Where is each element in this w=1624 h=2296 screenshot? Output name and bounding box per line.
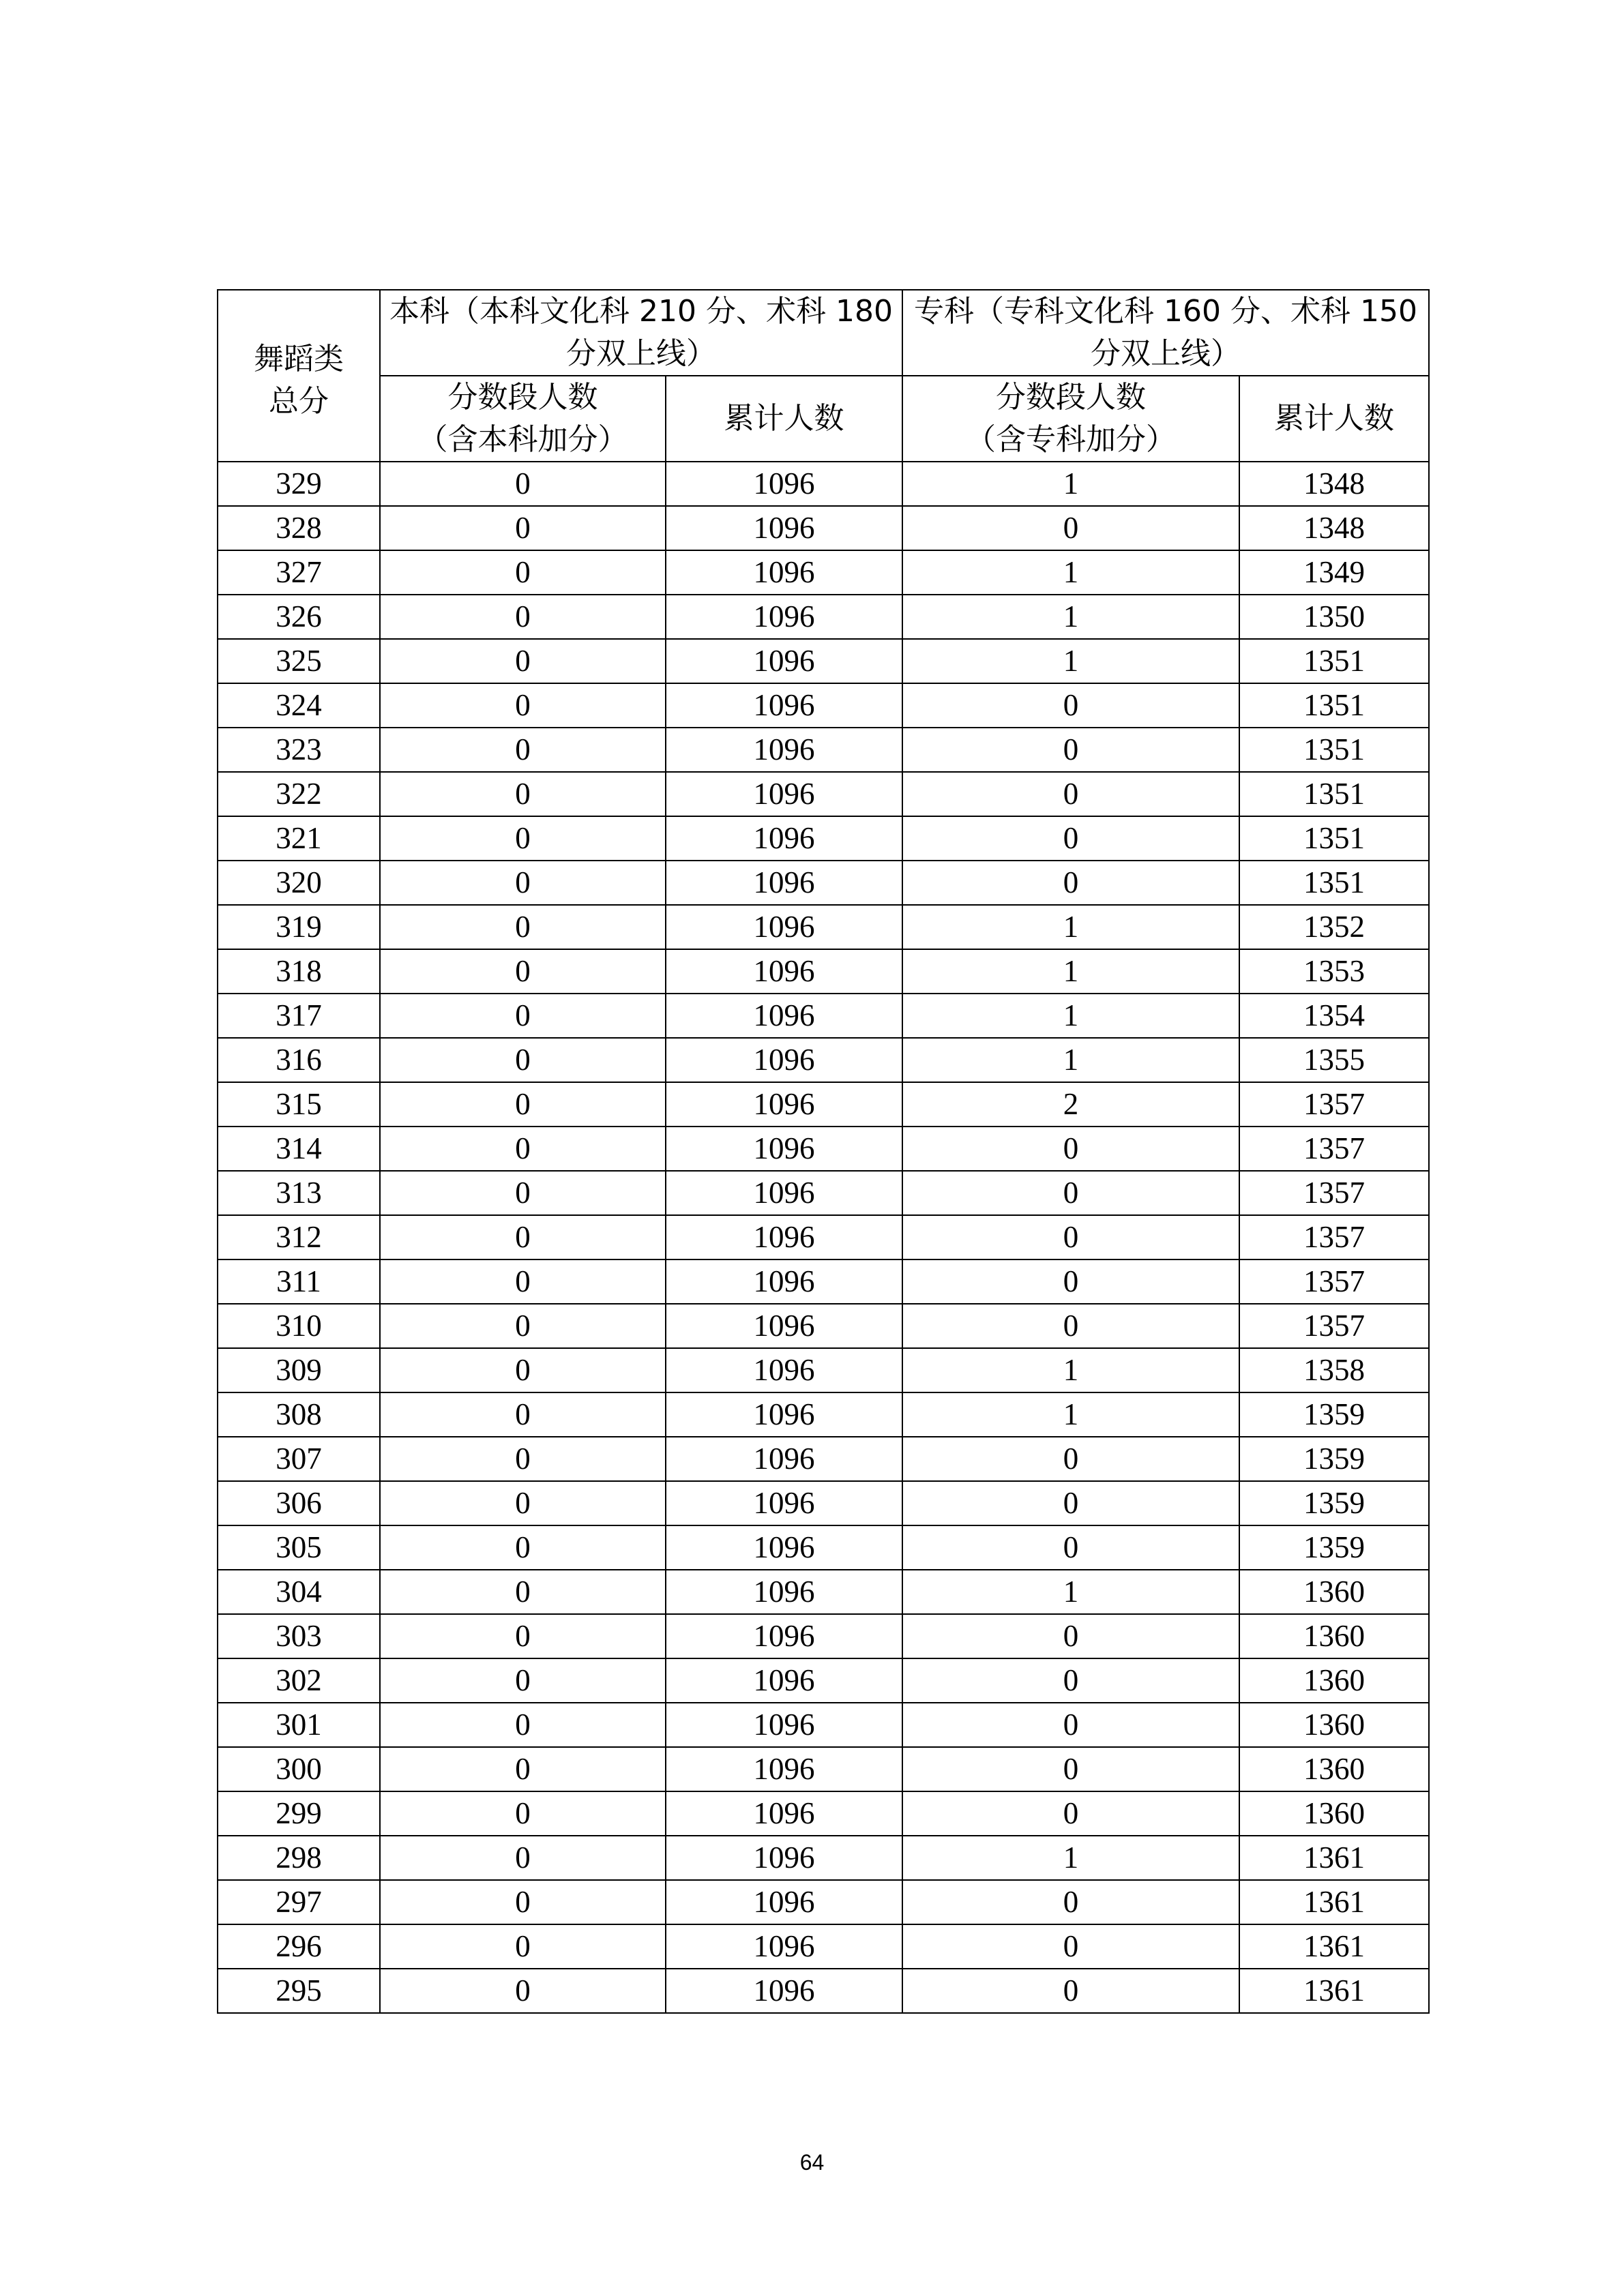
zhuanke-cumulative-cell: 1357 (1239, 1171, 1429, 1215)
score-cell: 301 (218, 1703, 380, 1747)
zhuanke-cumulative-cell: 1351 (1239, 683, 1429, 728)
score-cell: 309 (218, 1348, 380, 1392)
zhuanke-count-cell: 0 (902, 1969, 1239, 2013)
table-row (218, 1924, 1429, 1969)
benke-cumulative-cell: 1096 (666, 1570, 902, 1614)
zhuanke-cumulative-cell: 1352 (1239, 905, 1429, 949)
zhuanke-cumulative-cell: 1348 (1239, 462, 1429, 506)
score-cell: 302 (218, 1658, 380, 1703)
zhuanke-count-cell: 1 (902, 1348, 1239, 1392)
benke-cumulative-cell: 1096 (666, 1703, 902, 1747)
benke-count-cell: 0 (380, 1747, 666, 1791)
zhuanke-cumulative-cell: 1350 (1239, 595, 1429, 639)
score-cell: 320 (218, 861, 380, 905)
header-benke-count (380, 376, 666, 462)
zhuanke-cumulative-cell: 1357 (1239, 1082, 1429, 1127)
table-row (218, 816, 1429, 861)
zhuanke-cumulative-cell: 1361 (1239, 1836, 1429, 1880)
score-cell: 314 (218, 1127, 380, 1171)
zhuanke-cumulative-cell: 1357 (1239, 1127, 1429, 1171)
zhuanke-count-cell: 1 (902, 1836, 1239, 1880)
benke-count-cell: 0 (380, 1924, 666, 1969)
score-cell: 304 (218, 1570, 380, 1614)
header-zhuanke-cumulative: 累计人数 (1239, 376, 1429, 462)
benke-cumulative-cell: 1096 (666, 639, 902, 683)
zhuanke-count-cell: 0 (902, 816, 1239, 861)
table-row (218, 1658, 1429, 1703)
benke-cumulative-cell: 1096 (666, 1038, 902, 1082)
table-row (218, 1038, 1429, 1082)
table-row (218, 1614, 1429, 1658)
zhuanke-count-cell: 1 (902, 639, 1239, 683)
benke-count-cell: 0 (380, 1259, 666, 1304)
zhuanke-count-cell: 0 (902, 1880, 1239, 1924)
zhuanke-cumulative-cell: 1361 (1239, 1880, 1429, 1924)
score-cell: 321 (218, 816, 380, 861)
benke-cumulative-cell: 1096 (666, 1614, 902, 1658)
zhuanke-count-cell: 1 (902, 1570, 1239, 1614)
zhuanke-count-cell: 0 (902, 1259, 1239, 1304)
header-total-score (218, 290, 380, 462)
zhuanke-count-cell: 0 (902, 1703, 1239, 1747)
zhuanke-cumulative-cell: 1357 (1239, 1259, 1429, 1304)
table-row (218, 1525, 1429, 1570)
score-cell: 326 (218, 595, 380, 639)
score-cell: 303 (218, 1614, 380, 1658)
table-row (218, 550, 1429, 595)
zhuanke-cumulative-cell: 1354 (1239, 994, 1429, 1038)
benke-cumulative-cell: 1096 (666, 861, 902, 905)
score-cell: 299 (218, 1791, 380, 1836)
benke-cumulative-cell: 1096 (666, 816, 902, 861)
benke-count-cell: 0 (380, 1791, 666, 1836)
header-benke-count-line2: （含本科加分） (417, 422, 628, 457)
benke-cumulative-cell: 1096 (666, 905, 902, 949)
zhuanke-cumulative-cell: 1359 (1239, 1437, 1429, 1481)
benke-count-cell: 0 (380, 1304, 666, 1348)
benke-cumulative-cell: 1096 (666, 1880, 902, 1924)
benke-cumulative-cell: 1096 (666, 1082, 902, 1127)
score-cell: 322 (218, 772, 380, 816)
table-row (218, 994, 1429, 1038)
zhuanke-cumulative-cell: 1361 (1239, 1969, 1429, 2013)
zhuanke-cumulative-cell: 1351 (1239, 639, 1429, 683)
header-zhuanke-count (902, 376, 1239, 462)
header-benke-group (380, 290, 902, 376)
score-cell: 296 (218, 1924, 380, 1969)
table-row (218, 1791, 1429, 1836)
score-cell: 319 (218, 905, 380, 949)
benke-cumulative-cell: 1096 (666, 1437, 902, 1481)
table-row (218, 1437, 1429, 1481)
zhuanke-count-cell: 0 (902, 1215, 1239, 1259)
benke-cumulative-cell: 1096 (666, 1791, 902, 1836)
table-row (218, 1703, 1429, 1747)
table-row (218, 639, 1429, 683)
zhuanke-count-cell: 2 (902, 1082, 1239, 1127)
zhuanke-cumulative-cell: 1351 (1239, 728, 1429, 772)
score-cell: 312 (218, 1215, 380, 1259)
score-cell: 325 (218, 639, 380, 683)
zhuanke-count-cell: 0 (902, 1304, 1239, 1348)
benke-cumulative-cell: 1096 (666, 1969, 902, 2013)
table-row (218, 1171, 1429, 1215)
table-body (218, 462, 1429, 2013)
benke-cumulative-cell: 1096 (666, 550, 902, 595)
score-cell: 298 (218, 1836, 380, 1880)
benke-count-cell: 0 (380, 949, 666, 994)
zhuanke-cumulative-cell: 1360 (1239, 1791, 1429, 1836)
zhuanke-count-cell: 0 (902, 1614, 1239, 1658)
zhuanke-cumulative-cell: 1351 (1239, 816, 1429, 861)
table-row (218, 772, 1429, 816)
header-benke-group-line2: 分双上线） (566, 336, 716, 371)
table-row (218, 905, 1429, 949)
score-cell: 306 (218, 1481, 380, 1525)
table-row (218, 462, 1429, 506)
score-cell: 297 (218, 1880, 380, 1924)
table-header (218, 290, 1429, 462)
benke-count-cell: 0 (380, 1703, 666, 1747)
benke-count-cell: 0 (380, 1215, 666, 1259)
zhuanke-count-cell: 0 (902, 683, 1239, 728)
benke-cumulative-cell: 1096 (666, 1924, 902, 1969)
benke-cumulative-cell: 1096 (666, 1836, 902, 1880)
zhuanke-cumulative-cell: 1359 (1239, 1525, 1429, 1570)
zhuanke-cumulative-cell: 1357 (1239, 1304, 1429, 1348)
table-row (218, 1570, 1429, 1614)
table-row (218, 1304, 1429, 1348)
zhuanke-count-cell: 1 (902, 905, 1239, 949)
benke-count-cell: 0 (380, 1127, 666, 1171)
benke-cumulative-cell: 1096 (666, 1127, 902, 1171)
table-row (218, 1215, 1429, 1259)
zhuanke-count-cell: 0 (902, 861, 1239, 905)
benke-count-cell: 0 (380, 772, 666, 816)
score-cell: 300 (218, 1747, 380, 1791)
header-total-score-line1: 舞蹈类 (254, 342, 344, 376)
zhuanke-count-cell: 1 (902, 462, 1239, 506)
score-cell: 327 (218, 550, 380, 595)
header-row-groups (218, 290, 1429, 376)
benke-count-cell: 0 (380, 1481, 666, 1525)
benke-cumulative-cell: 1096 (666, 1392, 902, 1437)
table-row (218, 595, 1429, 639)
table-row (218, 1836, 1429, 1880)
table-row (218, 1969, 1429, 2013)
score-cell: 313 (218, 1171, 380, 1215)
zhuanke-cumulative-cell: 1360 (1239, 1658, 1429, 1703)
benke-count-cell: 0 (380, 1614, 666, 1658)
zhuanke-cumulative-cell: 1355 (1239, 1038, 1429, 1082)
table-row (218, 1747, 1429, 1791)
benke-count-cell: 0 (380, 728, 666, 772)
benke-cumulative-cell: 1096 (666, 772, 902, 816)
benke-cumulative-cell: 1096 (666, 506, 902, 550)
benke-count-cell: 0 (380, 861, 666, 905)
zhuanke-count-cell: 0 (902, 1658, 1239, 1703)
zhuanke-count-cell: 0 (902, 772, 1239, 816)
benke-count-cell: 0 (380, 1969, 666, 2013)
score-cell: 311 (218, 1259, 380, 1304)
benke-cumulative-cell: 1096 (666, 1525, 902, 1570)
header-zhuanke-group-line1: 专科（专科文化科 160 分、术科 150 (914, 294, 1417, 329)
score-cell: 324 (218, 683, 380, 728)
header-benke-cumulative: 累计人数 (666, 376, 902, 462)
table-row (218, 949, 1429, 994)
score-cell: 323 (218, 728, 380, 772)
benke-cumulative-cell: 1096 (666, 1304, 902, 1348)
benke-count-cell: 0 (380, 1525, 666, 1570)
benke-count-cell: 0 (380, 1392, 666, 1437)
zhuanke-cumulative-cell: 1353 (1239, 949, 1429, 994)
score-distribution-table (217, 289, 1430, 2014)
score-cell: 307 (218, 1437, 380, 1481)
benke-count-cell: 0 (380, 506, 666, 550)
zhuanke-count-cell: 0 (902, 506, 1239, 550)
zhuanke-cumulative-cell: 1351 (1239, 772, 1429, 816)
score-cell: 310 (218, 1304, 380, 1348)
header-benke-count-line1: 分数段人数 (447, 380, 598, 415)
benke-cumulative-cell: 1096 (666, 595, 902, 639)
benke-count-cell: 0 (380, 639, 666, 683)
table-row (218, 728, 1429, 772)
table-row (218, 1127, 1429, 1171)
table-row (218, 506, 1429, 550)
score-cell: 328 (218, 506, 380, 550)
benke-count-cell: 0 (380, 1082, 666, 1127)
zhuanke-cumulative-cell: 1349 (1239, 550, 1429, 595)
benke-count-cell: 0 (380, 994, 666, 1038)
zhuanke-count-cell: 0 (902, 1791, 1239, 1836)
header-zhuanke-count-line2: （含专科加分） (966, 422, 1176, 457)
benke-count-cell: 0 (380, 905, 666, 949)
score-distribution-table-container (217, 289, 1428, 2014)
benke-cumulative-cell: 1096 (666, 1215, 902, 1259)
benke-count-cell: 0 (380, 1880, 666, 1924)
zhuanke-cumulative-cell: 1358 (1239, 1348, 1429, 1392)
zhuanke-count-cell: 0 (902, 1127, 1239, 1171)
zhuanke-count-cell: 1 (902, 949, 1239, 994)
benke-cumulative-cell: 1096 (666, 1747, 902, 1791)
benke-cumulative-cell: 1096 (666, 1348, 902, 1392)
benke-cumulative-cell: 1096 (666, 1481, 902, 1525)
benke-count-cell: 0 (380, 1171, 666, 1215)
header-zhuanke-group-line2: 分双上线） (1091, 336, 1241, 371)
zhuanke-cumulative-cell: 1357 (1239, 1215, 1429, 1259)
benke-count-cell: 0 (380, 816, 666, 861)
table-row (218, 1481, 1429, 1525)
zhuanke-count-cell: 1 (902, 550, 1239, 595)
benke-count-cell: 0 (380, 1437, 666, 1481)
page-number: 64 (799, 2150, 825, 2175)
benke-count-cell: 0 (380, 1570, 666, 1614)
zhuanke-count-cell: 1 (902, 1038, 1239, 1082)
zhuanke-count-cell: 0 (902, 1481, 1239, 1525)
benke-count-cell: 0 (380, 1658, 666, 1703)
table-row (218, 1392, 1429, 1437)
score-cell: 318 (218, 949, 380, 994)
zhuanke-count-cell: 0 (902, 728, 1239, 772)
table-row (218, 1082, 1429, 1127)
header-row-columns (218, 376, 1429, 462)
zhuanke-cumulative-cell: 1348 (1239, 506, 1429, 550)
benke-cumulative-cell: 1096 (666, 683, 902, 728)
zhuanke-cumulative-cell: 1359 (1239, 1392, 1429, 1437)
score-cell: 316 (218, 1038, 380, 1082)
zhuanke-cumulative-cell: 1360 (1239, 1703, 1429, 1747)
header-total-score-line2: 总分 (269, 384, 329, 419)
benke-cumulative-cell: 1096 (666, 1658, 902, 1703)
benke-cumulative-cell: 1096 (666, 462, 902, 506)
score-cell: 308 (218, 1392, 380, 1437)
benke-cumulative-cell: 1096 (666, 728, 902, 772)
table-row (218, 1259, 1429, 1304)
benke-count-cell: 0 (380, 550, 666, 595)
header-zhuanke-group (902, 290, 1429, 376)
zhuanke-count-cell: 1 (902, 595, 1239, 639)
benke-cumulative-cell: 1096 (666, 1171, 902, 1215)
benke-count-cell: 0 (380, 1038, 666, 1082)
benke-count-cell: 0 (380, 683, 666, 728)
table-row (218, 861, 1429, 905)
zhuanke-count-cell: 0 (902, 1747, 1239, 1791)
zhuanke-cumulative-cell: 1360 (1239, 1747, 1429, 1791)
zhuanke-cumulative-cell: 1351 (1239, 861, 1429, 905)
benke-count-cell: 0 (380, 1348, 666, 1392)
table-row (218, 1880, 1429, 1924)
zhuanke-cumulative-cell: 1361 (1239, 1924, 1429, 1969)
score-cell: 315 (218, 1082, 380, 1127)
benke-cumulative-cell: 1096 (666, 949, 902, 994)
benke-cumulative-cell: 1096 (666, 994, 902, 1038)
header-benke-group-line1: 本科（本科文化科 210 分、术科 180 (389, 294, 893, 329)
zhuanke-count-cell: 1 (902, 1392, 1239, 1437)
header-zhuanke-count-line1: 分数段人数 (996, 380, 1146, 415)
table-row (218, 683, 1429, 728)
benke-count-cell: 0 (380, 1836, 666, 1880)
zhuanke-cumulative-cell: 1360 (1239, 1614, 1429, 1658)
zhuanke-count-cell: 0 (902, 1171, 1239, 1215)
score-cell: 329 (218, 462, 380, 506)
benke-count-cell: 0 (380, 595, 666, 639)
zhuanke-count-cell: 0 (902, 1437, 1239, 1481)
table-row (218, 1348, 1429, 1392)
zhuanke-count-cell: 0 (902, 1525, 1239, 1570)
score-cell: 305 (218, 1525, 380, 1570)
zhuanke-count-cell: 0 (902, 1924, 1239, 1969)
zhuanke-cumulative-cell: 1360 (1239, 1570, 1429, 1614)
zhuanke-cumulative-cell: 1359 (1239, 1481, 1429, 1525)
score-cell: 295 (218, 1969, 380, 2013)
benke-cumulative-cell: 1096 (666, 1259, 902, 1304)
score-cell: 317 (218, 994, 380, 1038)
benke-count-cell: 0 (380, 462, 666, 506)
zhuanke-count-cell: 1 (902, 994, 1239, 1038)
